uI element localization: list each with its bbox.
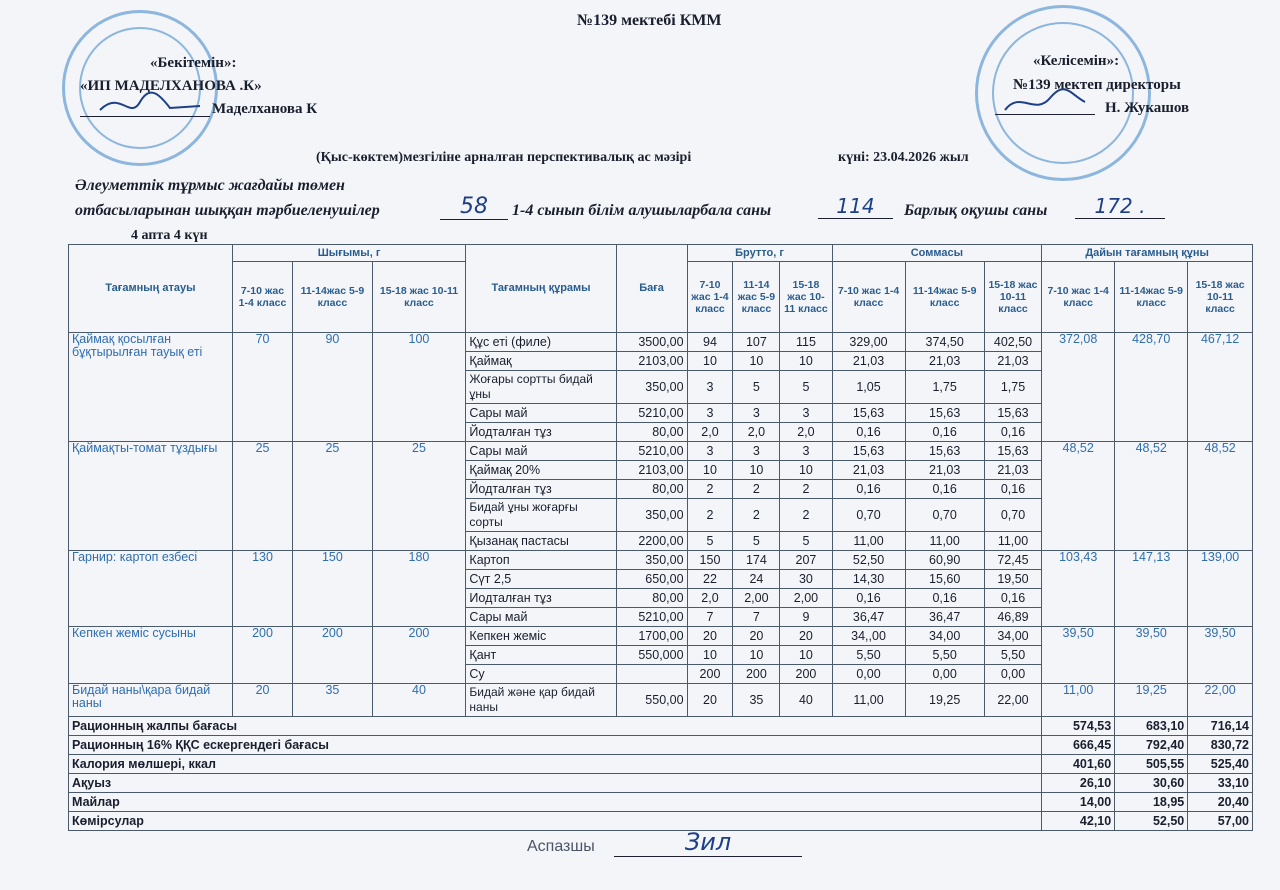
totals-value: 14,00 (1042, 793, 1115, 812)
totals-value: 830,72 (1188, 736, 1253, 755)
ready-cost-cell: 11,00 (1042, 684, 1115, 717)
approve-signature (80, 90, 210, 117)
brutto-cell: 20 (733, 627, 780, 646)
sum-cell: 21,03 (905, 461, 984, 480)
brutto-cell: 3 (687, 371, 733, 404)
ready-cost-cell: 147,13 (1115, 551, 1188, 627)
brutto-cell: 200 (733, 665, 780, 684)
sum-cell: 0,70 (984, 499, 1041, 532)
totals-label: Рационның 16% ҚҚС ескергендегі бағасы (69, 736, 1042, 755)
sum-cell: 15,63 (832, 442, 905, 461)
yield-cell: 180 (372, 551, 466, 627)
sum-cell: 1,75 (905, 371, 984, 404)
agree-name: Н. Жукашов (1105, 100, 1190, 116)
header-sum-age-3: 15-18 жас 10-11 класс (984, 262, 1041, 333)
yield-cell: 200 (232, 627, 293, 684)
header-ready-age-3: 15-18 жас 10-11 класс (1188, 262, 1253, 333)
totals-value: 683,10 (1115, 717, 1188, 736)
yield-cell: 130 (232, 551, 293, 627)
brutto-cell: 10 (733, 646, 780, 665)
sum-cell: 5,50 (905, 646, 984, 665)
price-cell: 80,00 (616, 423, 687, 442)
totals-value: 574,53 (1042, 717, 1115, 736)
header-ready-age-2: 11-14жас 5-9 класс (1115, 262, 1188, 333)
price-cell: 650,00 (616, 570, 687, 589)
price-cell: 5210,00 (616, 608, 687, 627)
menu-table (68, 244, 1253, 831)
ready-cost-cell: 139,00 (1188, 551, 1253, 627)
social-line-2b: 1-4 сынып білім алушыларбала саны (512, 202, 772, 219)
sum-cell: 5,50 (832, 646, 905, 665)
brutto-cell: 107 (733, 333, 780, 352)
brutto-cell: 5 (780, 371, 832, 404)
approve-name: Маделханова К (212, 101, 318, 117)
totals-label: Ақуыз (69, 774, 1042, 793)
menu-title: (Қыс-көктем)мезгіліне арналған перспективалық ас мәзірі (316, 150, 692, 165)
totals-value: 33,10 (1188, 774, 1253, 793)
brutto-cell: 200 (780, 665, 832, 684)
ingredient-name: Кепкен жеміс (466, 627, 616, 646)
ready-cost-cell: 467,12 (1188, 333, 1253, 442)
sum-cell: 0,00 (984, 665, 1041, 684)
dish-name: Қаймақ қосылған бұқтырылған тауық еті (69, 333, 233, 442)
brutto-cell: 3 (687, 404, 733, 423)
header-dish: Тағамның атауы (69, 245, 233, 333)
header-ready: Дайын тағамның құны (1042, 245, 1253, 262)
totals-value: 18,95 (1115, 793, 1188, 812)
yield-cell: 150 (293, 551, 372, 627)
brutto-cell: 20 (687, 627, 733, 646)
menu-date: күні: 23.04.2026 жыл (838, 150, 969, 165)
header-sum-age-2: 11-14жас 5-9 класс (905, 262, 984, 333)
sum-cell: 11,00 (832, 532, 905, 551)
ingredient-name: Картоп (466, 551, 616, 570)
totals-value: 525,40 (1188, 755, 1253, 774)
brutto-cell: 2 (733, 480, 780, 499)
approve-org: «ИП МАДЕЛХАНОВА .К» (80, 78, 262, 94)
brutto-cell: 10 (780, 646, 832, 665)
sum-cell: 11,00 (984, 532, 1041, 551)
header-price: Баға (616, 245, 687, 333)
sum-cell: 36,47 (905, 608, 984, 627)
brutto-cell: 22 (687, 570, 733, 589)
approve-label: «Бекітемін»: (150, 55, 237, 71)
count-low-income: 58 (440, 194, 508, 220)
ingredient-name: Сүт 2,5 (466, 570, 616, 589)
sum-cell: 374,50 (905, 333, 984, 352)
brutto-cell: 2,00 (780, 589, 832, 608)
header-brutto-age-1: 7-10 жас 1-4 класс (687, 262, 733, 333)
sum-cell: 0,16 (984, 423, 1041, 442)
totals-row (69, 755, 1253, 774)
brutto-cell: 2 (780, 499, 832, 532)
brutto-cell: 5 (733, 371, 780, 404)
sum-cell: 19,50 (984, 570, 1041, 589)
price-cell (616, 665, 687, 684)
brutto-cell: 2 (780, 480, 832, 499)
sum-cell: 0,70 (905, 499, 984, 532)
sum-cell: 1,75 (984, 371, 1041, 404)
price-cell: 1700,00 (616, 627, 687, 646)
brutto-cell: 3 (780, 442, 832, 461)
header-sum-age-1: 7-10 жас 1-4 класс (832, 262, 905, 333)
sum-cell: 0,16 (905, 589, 984, 608)
brutto-cell: 174 (733, 551, 780, 570)
price-cell: 5210,00 (616, 442, 687, 461)
brutto-cell: 35 (733, 684, 780, 717)
brutto-cell: 5 (733, 532, 780, 551)
cook-signature: Зил (614, 828, 802, 857)
sum-cell: 15,63 (984, 404, 1041, 423)
ingredient-name: Йодталған тұз (466, 480, 616, 499)
yield-cell: 200 (372, 627, 466, 684)
totals-label: Калория мөлшері, ккал (69, 755, 1042, 774)
ingredient-name: Қызанақ пастасы (466, 532, 616, 551)
signature-mark-2 (995, 88, 1095, 118)
sum-cell: 21,03 (984, 352, 1041, 371)
yield-cell: 40 (372, 684, 466, 717)
header-brutto: Брутто, г (687, 245, 832, 262)
brutto-cell: 2,00 (733, 589, 780, 608)
totals-value: 20,40 (1188, 793, 1253, 812)
brutto-cell: 3 (780, 404, 832, 423)
table-row (69, 442, 1253, 461)
sum-cell: 21,03 (905, 352, 984, 371)
ready-cost-cell: 22,00 (1188, 684, 1253, 717)
header-brutto-age-2: 11-14 жас 5-9 класс (733, 262, 780, 333)
brutto-cell: 200 (687, 665, 733, 684)
price-cell: 2200,00 (616, 532, 687, 551)
ready-cost-cell: 48,52 (1188, 442, 1253, 551)
price-cell: 5210,00 (616, 404, 687, 423)
sum-cell: 52,50 (832, 551, 905, 570)
sum-cell: 0,16 (905, 423, 984, 442)
brutto-cell: 115 (780, 333, 832, 352)
price-cell: 350,00 (616, 499, 687, 532)
brutto-cell: 20 (687, 684, 733, 717)
brutto-cell: 5 (780, 532, 832, 551)
totals-row (69, 774, 1253, 793)
social-line-2c: Барлық оқушы саны (904, 202, 1048, 219)
sum-cell: 0,00 (905, 665, 984, 684)
table-row (69, 684, 1253, 717)
price-cell: 350,00 (616, 371, 687, 404)
yield-cell: 90 (293, 333, 372, 442)
brutto-cell: 10 (687, 352, 733, 371)
count-grades-1-4: 114 (818, 194, 893, 219)
brutto-cell: 3 (733, 404, 780, 423)
cook-label: Аспазшы (527, 838, 595, 855)
sum-cell: 72,45 (984, 551, 1041, 570)
totals-value: 30,60 (1115, 774, 1188, 793)
yield-cell: 70 (232, 333, 293, 442)
totals-value: 401,60 (1042, 755, 1115, 774)
sum-cell: 0,16 (984, 589, 1041, 608)
table-row (69, 333, 1253, 352)
sum-cell: 15,63 (832, 404, 905, 423)
sum-cell: 11,00 (832, 684, 905, 717)
table-row (69, 551, 1253, 570)
header-sum: Соммасы (832, 245, 1042, 262)
count-all-students: 172 . (1075, 194, 1165, 219)
totals-value: 26,10 (1042, 774, 1115, 793)
header-yield: Шығымы, г (232, 245, 466, 262)
brutto-cell: 94 (687, 333, 733, 352)
totals-value: 42,10 (1042, 812, 1115, 831)
ingredient-name: Йодталған тұз (466, 423, 616, 442)
ingredient-name: Иодталған тұз (466, 589, 616, 608)
sum-cell: 21,03 (832, 352, 905, 371)
dish-name: Қаймақты-томат тұздығы (69, 442, 233, 551)
price-cell: 3500,00 (616, 333, 687, 352)
ready-cost-cell: 19,25 (1115, 684, 1188, 717)
price-cell: 550,00 (616, 684, 687, 717)
ingredient-name: Қант (466, 646, 616, 665)
totals-value: 666,45 (1042, 736, 1115, 755)
social-line-1: Әлеуметтік тұрмыс жағдайы төмен (75, 177, 345, 194)
brutto-cell: 5 (687, 532, 733, 551)
sum-cell: 0,00 (832, 665, 905, 684)
sum-cell: 19,25 (905, 684, 984, 717)
brutto-cell: 2,0 (687, 589, 733, 608)
sum-cell: 15,63 (905, 442, 984, 461)
ingredient-name: Құс еті (филе) (466, 333, 616, 352)
price-cell: 550,000 (616, 646, 687, 665)
ingredient-name: Сары май (466, 404, 616, 423)
yield-cell: 25 (372, 442, 466, 551)
brutto-cell: 10 (733, 461, 780, 480)
ready-cost-cell: 48,52 (1042, 442, 1115, 551)
header-brutto-age-3: 15-18 жас 10-11 класс (780, 262, 832, 333)
sum-cell: 21,03 (984, 461, 1041, 480)
totals-label: Рационның жалпы бағасы (69, 717, 1042, 736)
totals-row (69, 736, 1253, 755)
week-day: 4 апта 4 күн (131, 228, 208, 243)
brutto-cell: 10 (780, 461, 832, 480)
header-age-1: 7-10 жас 1-4 класс (232, 262, 293, 333)
dish-name: Бидай наны\қара бидай наны (69, 684, 233, 717)
brutto-cell: 3 (687, 442, 733, 461)
sum-cell: 46,89 (984, 608, 1041, 627)
header-age-2: 11-14жас 5-9 класс (293, 262, 372, 333)
sum-cell: 5,50 (984, 646, 1041, 665)
sum-cell: 22,00 (984, 684, 1041, 717)
sum-cell: 34,00 (905, 627, 984, 646)
sum-cell: 0,16 (832, 480, 905, 499)
ready-cost-cell: 428,70 (1115, 333, 1188, 442)
yield-cell: 100 (372, 333, 466, 442)
brutto-cell: 2,0 (687, 423, 733, 442)
sum-cell: 15,63 (984, 442, 1041, 461)
brutto-cell: 2 (687, 499, 733, 532)
ingredient-name: Жоғары сортты бидай ұны (466, 371, 616, 404)
header-ready-age-1: 7-10 жас 1-4 класс (1042, 262, 1115, 333)
price-cell: 80,00 (616, 589, 687, 608)
brutto-cell: 2,0 (733, 423, 780, 442)
yield-cell: 25 (232, 442, 293, 551)
ready-cost-cell: 39,50 (1115, 627, 1188, 684)
price-cell: 350,00 (616, 551, 687, 570)
brutto-cell: 10 (733, 352, 780, 371)
yield-cell: 35 (293, 684, 372, 717)
sum-cell: 60,90 (905, 551, 984, 570)
agree-org: №139 мектеп директоры (1013, 77, 1181, 93)
dish-name: Гарнир: картоп езбесі (69, 551, 233, 627)
menu-body (69, 333, 1253, 831)
ingredient-name: Қаймақ 20% (466, 461, 616, 480)
totals-value: 716,14 (1188, 717, 1253, 736)
table-row (69, 627, 1253, 646)
brutto-cell: 10 (687, 646, 733, 665)
brutto-cell: 9 (780, 608, 832, 627)
brutto-cell: 24 (733, 570, 780, 589)
brutto-cell: 7 (687, 608, 733, 627)
ready-cost-cell: 48,52 (1115, 442, 1188, 551)
header-age-3: 15-18 жас 10-11 класс (372, 262, 466, 333)
ingredient-name: Бидай және қар бидай наны (466, 684, 616, 717)
totals-label: Көмірсулар (69, 812, 1042, 831)
ingredient-name: Бидай ұны жоғарғы сорты (466, 499, 616, 532)
sum-cell: 0,16 (832, 423, 905, 442)
yield-cell: 200 (293, 627, 372, 684)
agree-label: «Келісемін»: (1033, 53, 1120, 69)
sum-cell: 34,00 (984, 627, 1041, 646)
ingredient-name: Су (466, 665, 616, 684)
price-cell: 2103,00 (616, 352, 687, 371)
signature-mark (80, 90, 210, 120)
ingredient-name: Қаймақ (466, 352, 616, 371)
header-composition: Тағамның құрамы (466, 245, 616, 333)
brutto-cell: 10 (687, 461, 733, 480)
brutto-cell: 40 (780, 684, 832, 717)
price-cell: 80,00 (616, 480, 687, 499)
ready-cost-cell: 39,50 (1188, 627, 1253, 684)
yield-cell: 20 (232, 684, 293, 717)
sum-cell: 329,00 (832, 333, 905, 352)
sum-cell: 1,05 (832, 371, 905, 404)
totals-label: Майлар (69, 793, 1042, 812)
totals-value: 57,00 (1188, 812, 1253, 831)
sum-cell: 15,63 (905, 404, 984, 423)
sum-cell: 11,00 (905, 532, 984, 551)
dish-name: Кепкен жеміс сусыны (69, 627, 233, 684)
totals-value: 792,40 (1115, 736, 1188, 755)
sum-cell: 0,16 (905, 480, 984, 499)
ingredient-name: Сары май (466, 608, 616, 627)
sum-cell: 15,60 (905, 570, 984, 589)
sum-cell: 0,70 (832, 499, 905, 532)
price-cell: 2103,00 (616, 461, 687, 480)
brutto-cell: 207 (780, 551, 832, 570)
ready-cost-cell: 39,50 (1042, 627, 1115, 684)
sum-cell: 21,03 (832, 461, 905, 480)
sum-cell: 14,30 (832, 570, 905, 589)
sum-cell: 34,,00 (832, 627, 905, 646)
brutto-cell: 150 (687, 551, 733, 570)
ready-cost-cell: 103,43 (1042, 551, 1115, 627)
social-line-2: отбасыларынан шыққан тәрбиеленушілер (75, 202, 380, 219)
agree-signature (995, 88, 1095, 115)
yield-cell: 25 (293, 442, 372, 551)
brutto-cell: 7 (733, 608, 780, 627)
brutto-cell: 2 (687, 480, 733, 499)
school-title: №139 мектебі КММ (577, 12, 722, 29)
totals-value: 505,55 (1115, 755, 1188, 774)
sum-cell: 402,50 (984, 333, 1041, 352)
ingredient-name: Сары май (466, 442, 616, 461)
brutto-cell: 3 (733, 442, 780, 461)
brutto-cell: 10 (780, 352, 832, 371)
totals-row (69, 793, 1253, 812)
brutto-cell: 30 (780, 570, 832, 589)
totals-row (69, 717, 1253, 736)
brutto-cell: 2 (733, 499, 780, 532)
brutto-cell: 20 (780, 627, 832, 646)
sum-cell: 36,47 (832, 608, 905, 627)
brutto-cell: 2,0 (780, 423, 832, 442)
sum-cell: 0,16 (832, 589, 905, 608)
sum-cell: 0,16 (984, 480, 1041, 499)
ready-cost-cell: 372,08 (1042, 333, 1115, 442)
totals-value: 52,50 (1115, 812, 1188, 831)
